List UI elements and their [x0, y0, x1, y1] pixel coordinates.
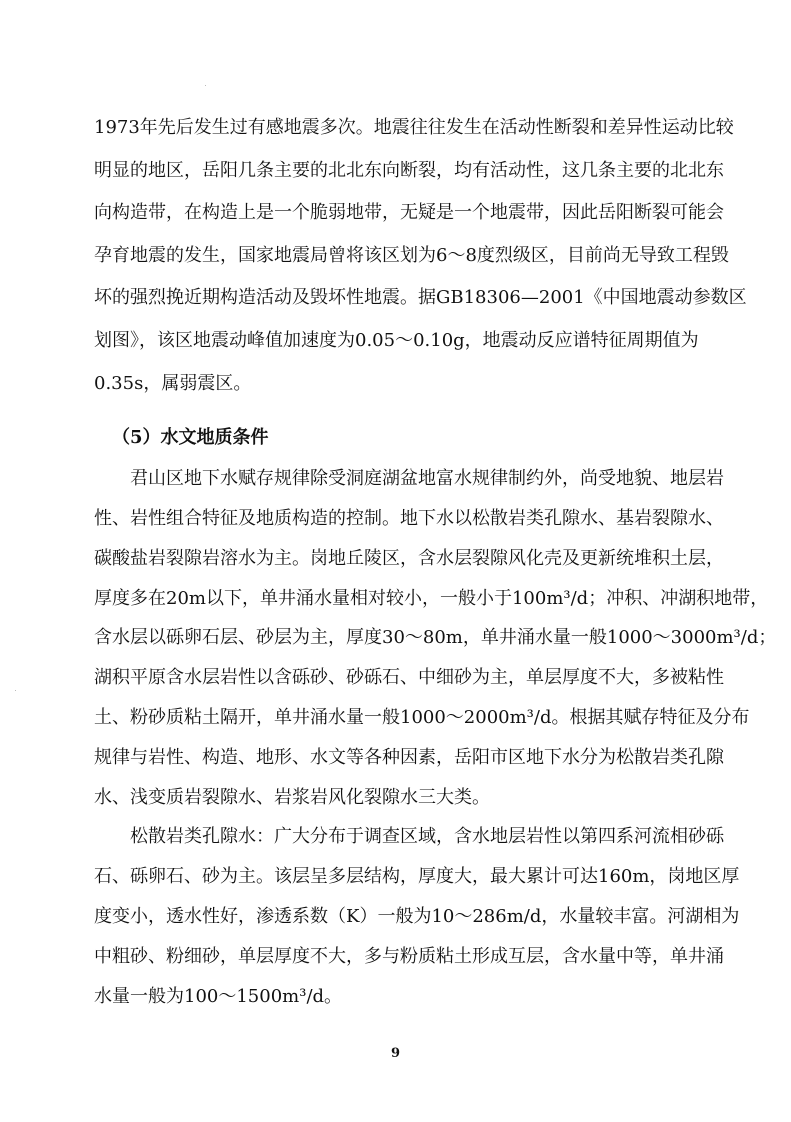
text-line: 湖积平原含水层岩性以含砾砂、砂砾石、中细砂为主，单层厚度不大，多被粘性: [94, 667, 724, 689]
text-line: 水、浅变质岩裂隙水、岩浆岩风化裂隙水三大类。: [94, 786, 490, 808]
text-line: 1973年先后发生过有感地震多次。地震往往发生在活动性断裂和差异性运动比较: [94, 117, 734, 138]
text-line: 石、砾卵石、砂为主。该层呈多层结构，厚度大，最大累计可达160m，岗地区厚: [94, 866, 740, 888]
paragraph-seismic: [94, 107, 747, 405]
text-line: 孕育地震的发生，国家地震局曾将该区划为6～8度烈级区，目前尚无导致工程毁: [94, 244, 729, 266]
scan-speck: [15, 690, 16, 691]
text-line: 性、岩性组合特征及地质构造的控制。地下水以松散岩类孔隙水、基岩裂隙水、: [94, 507, 724, 529]
paragraph-hydrogeology: [94, 459, 777, 1016]
text-line: 中粗砂、粉细砂，单层厚度不大，多与粉质粘土形成互层，含水量中等，单井涌: [94, 945, 724, 967]
text-line: 君山区地下水赋存规律除受洞庭湖盆地富水规律制约外，尚受地貌、地层岩: [130, 468, 724, 490]
scan-speck: [205, 85, 206, 86]
text-line: 划图》，该区地震动峰值加速度为0.05～0.10g，地震动反应谱特征周期值为: [94, 329, 699, 351]
text-line: 土、粉砂质粘土隔开，单井涌水量一般1000～2000m³/d。根据其赋存特征及分布: [94, 706, 750, 728]
text-line: 0.35s，属弱震区。: [94, 372, 252, 394]
text-line: 厚度多在20m以下，单井涌水量相对较小，一般小于100m³/d；冲积、冲湖积地带，: [94, 587, 769, 609]
text-line: 坏的强烈挽近期构造活动及毁坏性地震。据GB18306—2001《中国地震动参数区: [94, 287, 747, 309]
text-line: 含水层以砾卵石层、砂层为主，厚度30～80m，单井涌水量一般1000～3000m³/d；: [94, 627, 777, 649]
text-line: 明显的地区，岳阳几条主要的北北东向断裂，均有活动性，这几条主要的北北东: [94, 159, 724, 181]
text-line: 松散岩类孔隙水：广大分布于调查区域，含水地层岩性以第四系河流相砂砾: [130, 826, 724, 848]
text-line: 水量一般为100～1500m³/d。: [94, 985, 343, 1007]
page-number: 9: [390, 1046, 401, 1061]
page-body: [94, 107, 777, 1016]
text-line: 度变小，透水性好，渗透系数（K）一般为10～286m/d，水量较丰富。河湖相为: [94, 905, 740, 927]
text-line: 碳酸盐岩裂隙岩溶水为主。岗地丘陵区，含水层裂隙风化壳及更新统堆积土层，: [94, 547, 724, 569]
section-heading: （5）水文地质条件: [112, 427, 269, 449]
text-line: 向构造带，在构造上是一个脆弱地带，无疑是一个地震带，因此岳阳断裂可能会: [94, 202, 724, 224]
text-line: 规律与岩性、构造、地形、水文等各种因素，岳阳市区地下水分为松散岩类孔隙: [94, 746, 724, 768]
